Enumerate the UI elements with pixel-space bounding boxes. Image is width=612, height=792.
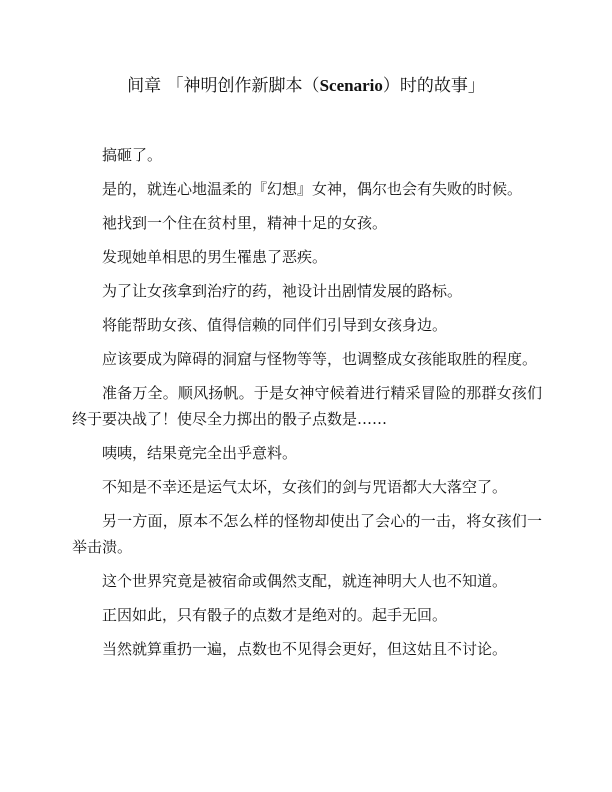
paragraph-10: 不知是不幸还是运气太坏，女孩们的剑与咒语都大大落空了。	[102, 478, 508, 496]
body-text	[72, 142, 542, 670]
paragraph-12: 这个世界究竟是被宿命或偶然支配，就连神明大人也不知道。	[102, 572, 508, 590]
paragraph-3: 祂找到一个住在贫村里，精神十足的女孩。	[102, 214, 388, 232]
paragraph-11: 另一方面，原本不怎么样的怪物却使出了会心的一击，将女孩们一举击溃。	[72, 512, 542, 556]
chapter-title-prefix: 间章 「神明创作新脚本（	[127, 76, 320, 96]
paragraph-2: 是的，就连心地温柔的『幻想』女神，偶尔也会有失败的时候。	[102, 180, 523, 198]
paragraph-1: 搞砸了。	[102, 146, 163, 164]
chapter-title-suffix: ）时的故事」	[382, 76, 485, 96]
paragraph-8: 准备万全。顺风扬帆。于是女神守候着进行精采冒险的那群女孩们终于要决战了！使尽全力掷出的骰子点数是……	[72, 384, 542, 428]
paragraph-4: 发现她单相思的男生罹患了恶疾。	[102, 248, 328, 266]
chapter-title	[0, 74, 612, 98]
paragraph-5: 为了让女孩拿到治疗的药，祂设计出剧情发展的路标。	[102, 282, 463, 300]
paragraph-9: 咦咦，结果竟完全出乎意料。	[102, 444, 298, 462]
paragraph-13: 正因如此，只有骰子的点数才是绝对的。起手无回。	[102, 606, 448, 624]
paragraph-7: 应该要成为障碍的洞窟与怪物等等，也调整成女孩能取胜的程度。	[102, 350, 538, 368]
paragraph-6: 将能帮助女孩、值得信赖的同伴们引导到女孩身边。	[102, 316, 448, 334]
paragraph-14: 当然就算重扔一遍，点数也不见得会更好，但这姑且不讨论。	[102, 640, 508, 658]
chapter-title-latin: Scenario	[319, 76, 383, 95]
